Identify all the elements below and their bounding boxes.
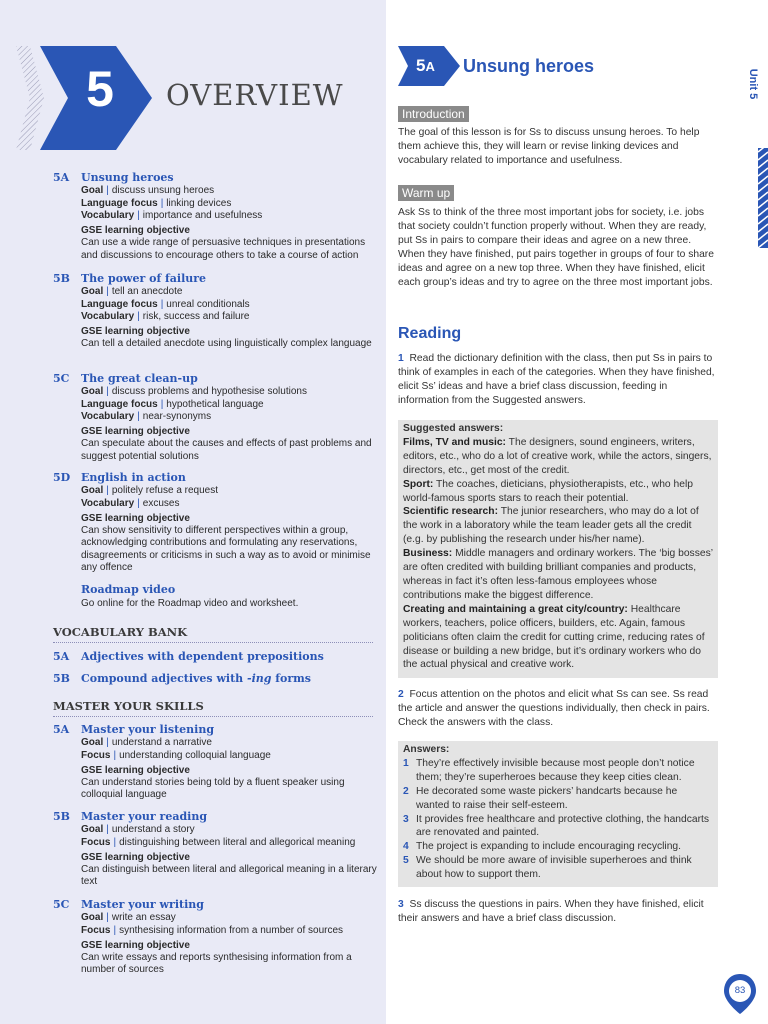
gse-objective: Can understand stories being told by a fluent speaker using colloquial language [81,777,345,801]
answer-item: 1 They’re effectively invisible because most people don’t notice them; they’re superheroes because they keep cities clean. [403,757,695,783]
vocab-code: 5B [53,672,70,685]
suggested-answer: Sport: The coaches, dieticians, physiotherapists, etc., who help world-famous sports stars to reach their potential. [403,478,693,504]
suggested-heading: Suggested answers: [403,423,504,434]
gse-objective: Can distinguish between literal and allegorical meaning in a literary text [81,864,377,888]
reading-heading: Reading [398,325,462,342]
entry-code: 5A [53,723,70,736]
warmup-text: Ask Ss to think of the three most important jobs for society, i.e. jobs that society couldn’t function properly without. When they are ready, put Ss in pairs to compare their ideas and agree on a new three. When they have finished, put pairs together in groups of four to share ideas and agree on a new top three. When they have finished, elicit each group’s ideas and try to agree on the three most important jobs. [398,207,714,288]
entry-line: Goal | tell an anecdote [81,286,183,298]
answers-box [398,741,718,887]
intro-text: The goal of this lesson is for Ss to discuss unsung heroes. To help them achieve this, they will learn or revise linking devices and vocabulary related to importance and usefulness. [398,127,700,166]
entry-line: Language focus | unreal conditionals [81,298,250,310]
roadmap-entry [53,584,378,611]
lesson-title: Unsung heroes [463,56,595,76]
lesson-entry[interactable] [53,273,378,351]
entry-title: English in action [81,471,186,484]
vocab-item[interactable] [53,673,378,686]
gse-label: GSE learning objective [81,225,190,237]
lesson-code: 5A [416,56,435,75]
entry-line: Vocabulary | near-synonyms [81,410,212,422]
entry-line: Vocabulary | excuses [81,497,180,509]
entry-code: 5C [53,898,70,911]
suggested-answer: Films, TV and music: The designers, sound engineers, writers, editors, etc., who do a lot of creative work, while the actors, singers, directors, etc., get most of the credit. [403,436,712,476]
entry-line: Goal | understand a narrative [81,737,212,749]
entry-line: Goal | politely refuse a request [81,485,219,497]
lesson-entry[interactable] [53,899,378,977]
intro-tag: Introduction [398,106,469,122]
entry-title: Master your reading [81,810,208,823]
entry-title: Unsung heroes [81,171,174,184]
answer-item: 2 He decorated some waste pickers’ handcarts because he wanted to raise their self-esteem. [403,785,678,811]
entry-line: Goal | write an essay [81,912,176,924]
entry-line: Goal | understand a story [81,824,195,836]
lesson-entry[interactable] [53,724,378,802]
answer-item: 5 We should be more aware of invisible superheroes and think about how to support them. [403,855,692,881]
gse-label: GSE learning objective [81,426,190,438]
answer-item: 4 The project is expanding to include encouraging recycling. [403,841,682,853]
entry-title: The power of failure [81,272,207,285]
page-number: 83 [734,985,746,996]
roadmap-title: Roadmap video [81,583,176,596]
vocab-code: 5A [53,650,70,663]
vocab-title: Compound adjectives with -ing forms [81,672,311,685]
entry-code: 5C [53,372,70,385]
gse-label: GSE learning objective [81,939,190,951]
entry-line: Goal | discuss problems and hypothesise solutions [81,386,307,398]
lesson-entry[interactable] [53,472,378,574]
entry-code: 5B [53,272,70,285]
entry-line: Focus | understanding colloquial language [81,749,271,761]
vocab-title: Adjectives with dependent prepositions [81,650,324,663]
entry-title: Master your writing [81,898,204,911]
reading-step-3: 3 Ss discuss the questions in pairs. When they have finished, elicit their answers and have a brief class discussion. [398,899,704,924]
answers-heading: Answers: [403,744,450,755]
lesson-entry[interactable] [53,172,378,262]
entry-code: 5D [53,471,71,484]
gse-objective: Can use a wide range of persuasive techniques in presentations and discussions to encourage others to take a course of action [81,237,366,261]
entry-line: Vocabulary | risk, success and failure [81,310,250,322]
suggested-answers-box [398,420,718,678]
entry-line: Vocabulary | importance and usefulness [81,209,263,221]
entry-title: Master your listening [81,723,215,736]
page-number-badge [722,972,758,1021]
gse-label: GSE learning objective [81,851,190,863]
lesson-entry[interactable] [53,373,378,463]
suggested-answer: Scientific research: The junior researchers, who may do a lot of the work in a laboratory while the team leader gets all the credit (e.g. by publishing the research under his/her name). [403,506,699,546]
entry-code: 5A [53,171,70,184]
unit-number: 5 [86,61,114,117]
unit-side-tab: Unit 5 [747,68,759,100]
gse-objective: Can tell a detailed anecdote using linguistically complex language [81,338,372,350]
entry-line: Goal | discuss unsung heroes [81,185,215,197]
entry-title: The great clean-up [81,372,198,385]
suggested-answer: Creating and maintaining a great city/country: Healthcare workers, teachers, police officers, builders, etc. Again, famous politicians often claim the credit for cutting crime, reducing rates of disease or building a new bridge, but it’s ordinary workers who do the actual physical and creative work. [403,603,705,671]
gse-objective: Can show sensitivity to different perspectives within a group, acknowledging contributions and formulating any reservations, disagreements or criticisms in such a way as to avoid or minimise any offence [81,525,371,574]
answer-item: 3 It provides free healthcare and protective clothing, the handcarts are renovated and painted. [403,813,710,839]
entry-line: Language focus | hypothetical language [81,398,264,410]
gse-objective: Can speculate about the causes and effects of past problems and suggest potential solutions [81,438,372,462]
master-skills-heading: MASTER YOUR SKILLS [53,699,373,717]
reading-step-1: 1 Read the dictionary definition with the class, then put Ss in pairs to think of examples in each of the categories. When they have finished, elicit Ss’ ideas and have a brief class discussion, feeding in information from the Suggested answers. [398,353,715,406]
side-stripes [758,148,768,248]
suggested-answer: Business: Middle managers and ordinary workers. The ‘big bosses’ are often credited with building brilliant companies and products, whereas in fact it’s often less-famous employees whose contributions make the biggest difference. [403,548,713,601]
page-title: OVERVIEW [166,78,344,112]
gse-label: GSE learning objective [81,512,190,524]
vocab-bank-heading: VOCABULARY BANK [53,625,373,643]
entry-line: Focus | distinguishing between literal and allegorical meaning [81,836,356,848]
gse-label: GSE learning objective [81,326,190,338]
reading-step-2: 2 Focus attention on the photos and elicit what Ss can see. Ss read the article and answer the questions individually, then check in pairs. Check the answers with the class. [398,689,710,728]
entry-code: 5B [53,810,70,823]
entry-line: Language focus | linking devices [81,197,232,209]
entry-line: Focus | synthesising information from a number of sources [81,924,344,936]
warmup-tag: Warm up [398,185,454,201]
gse-objective: Can write essays and reports synthesising information from a number of sources [81,952,352,976]
vocab-item[interactable] [53,651,378,664]
roadmap-text: Go online for the Roadmap video and worksheet. [81,598,299,610]
lesson-entry[interactable] [53,811,378,889]
gse-label: GSE learning objective [81,764,190,776]
